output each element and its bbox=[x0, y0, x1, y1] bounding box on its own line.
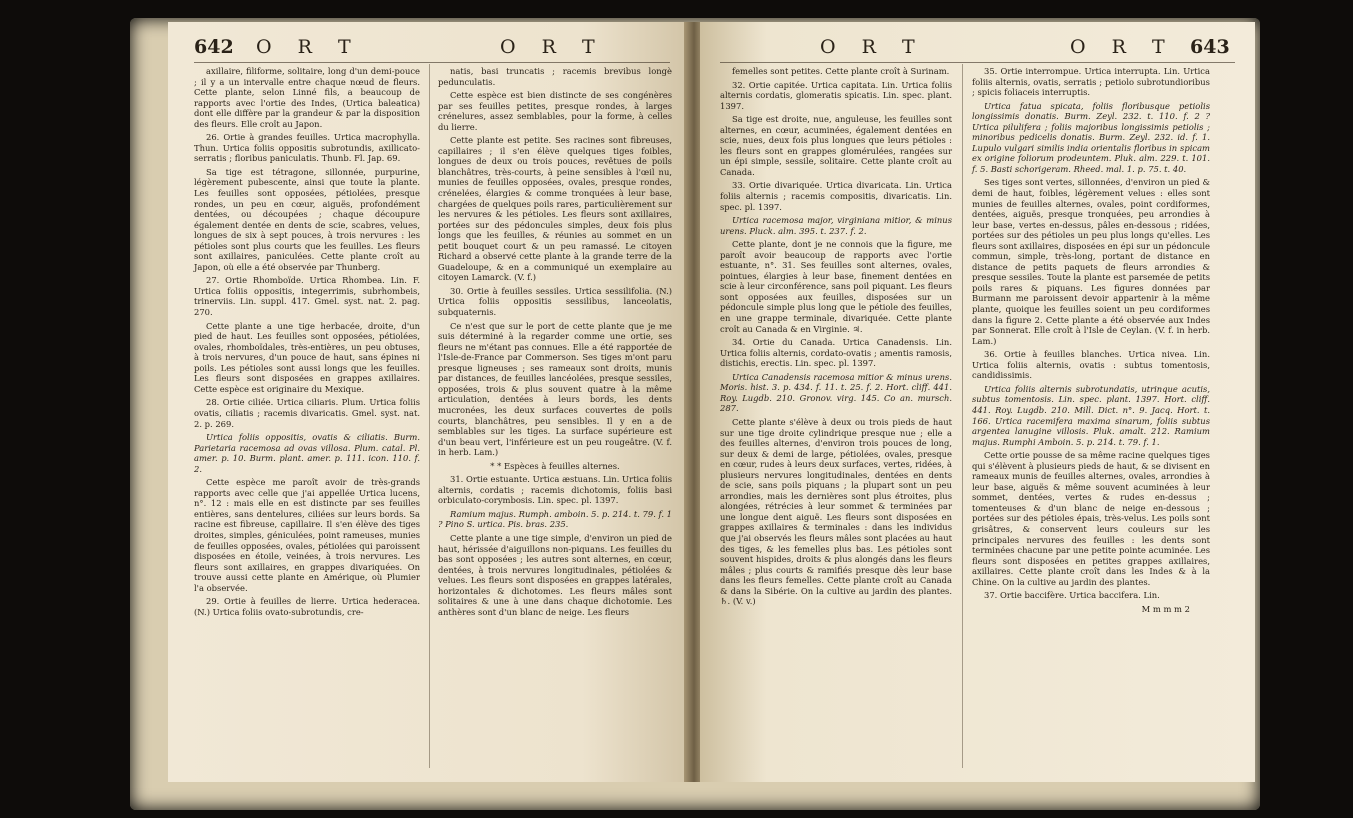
paragraph: Cette plante a une tige simple, d'environ un pied de haut, hérissée d'aiguillons non-piquans. Les feuilles du bas sont opposées ; les autres sont alternes, en cœur, dentées, à trois nervures longitudinales, pétiolées & velues. Les fleurs sont disposées en grappes latérales, horizontales & dichotomes. Les fleurs mâles sont solitaires & une à une dans chaque dichotomie. Les anthères sont d'un blanc de neige. Les fleurs bbox=[438, 532, 672, 617]
paragraph: Urtica foliis alternis subrotundatis, utrinque acutis, subtus tomentosis. Lin. spec. plant. 1397. Hort. cliff. 441. Roy. Lugdb. 210. Mill. Dict. n°. 9. Jacq. Hort. t. 166. Urtica racemifera maxima sinarum, foliis subtus argentea lanugine villosis. Pluk. amalt. 212. Ramium majus. Rumphi Amboin. 5. p. 214. t. 79. f. 1. bbox=[972, 383, 1210, 447]
left-column-2 bbox=[438, 66, 672, 620]
paragraph: 26. Ortie à grandes feuilles. Urtica macrophylla. Thun. Urtica foliis oppositis subrotundis, axillicato-serratis ; floribus paniculatis. Thunb. Fl. Jap. 69. bbox=[194, 132, 420, 164]
paragraph: 35. Ortie interrompue. Urtica interrupta. Lin. Urtica foliis alternis, ovatis, serratis ; petiolo subrotundioribus ; spicis foliaceis interruptis. bbox=[972, 66, 1210, 98]
left-column-1 bbox=[194, 66, 420, 620]
paragraph: 31. Ortie estuante. Urtica æstuans. Lin. Urtica foliis alternis, cordatis ; racemis dichotomis, foliis basi orbiculato-corymbosis. Lin. spec. pl. 1397. bbox=[438, 474, 672, 506]
paragraph: Ce n'est que sur le port de cette plante que je me suis déterminé à la regarder comme une ortie, ses fleurs ne m'étant pas connues. Elle a été rapportée de l'Isle-de-France par Commerson. Ses tiges m'ont paru presque ligneuses ; ses rameaux sont droits, munis par distances, de feuilles lancéolées, presque sessiles, opposées, trois & plus souvent quatre à la même articulation, dentées à leurs bords, les dents mucronées, les deux surfaces couvertes de poils courts, blanchâtres, peu sensibles. Il y en a de semblables sur les tiges. La surface supérieure est d'un beau vert, l'inférieure est un peu rougeâtre. (V. f. in herb. Lam.) bbox=[438, 320, 672, 458]
left-page-header bbox=[194, 36, 664, 62]
column-divider-left bbox=[429, 64, 430, 768]
header-rule-right bbox=[720, 62, 1235, 63]
signature-mark: M m m m 2 bbox=[1141, 603, 1190, 614]
paragraph: Cette plante s'élève à deux ou trois pieds de haut sur une tige droite cylindrique presque nue ; elle a des feuilles alternes, d'environ trois pouces de long, sur deux & demi de large, pétiolées, ovales, presque en cœur, rudes à leurs deux surfaces, vertes, ridées, à plusieurs nervures longitudinales, dentées en dents de scie, sans poils piquans ; la plupart sont un peu arrondies, mais les dernières sont plus étroites, plus alongées, rétrécies à leur sommet & terminées par une longue dent aiguë. Les fleurs sont disposées en grappes axillaires & terminales : dans les individus que j'ai observés les fleurs mâles sont placées au haut des tiges, & les femelles plus bas. Les pétioles sont souvent hispides, droits & plus alongés dans les fleurs mâles ; plus courts & ramifiés presque dès leur base dans les fleurs femelles. Cette plante croît au Canada & dans la Sibérie. On la cultive au jardin des plantes. ♄. (V. v.) bbox=[720, 416, 952, 607]
column-divider-right bbox=[962, 64, 963, 768]
paragraph: Cette plante a une tige herbacée, droite, d'un pied de haut. Les feuilles sont opposées, pétiolées, ovales, rhomboïdales, très-entières, un peu obtuses, à trois nervures, d'un pouce de haut, sans épines ni poils. Les pétioles sont aussi longs que les feuilles. Les fleurs sont disposées en grappes axillaires. Cette espèce est originaire du Mexique. bbox=[194, 320, 420, 394]
paragraph: Ramium majus. Rumph. amboin. 5. p. 214. t. 79. f. 1 ? Pino S. urtica. Pis. bras. 235. bbox=[438, 508, 672, 530]
page-number-right: 643 bbox=[1190, 36, 1230, 58]
right-page bbox=[700, 22, 1255, 782]
paragraph: 37. Ortie baccifère. Urtica baccifera. Lin. bbox=[984, 590, 1160, 601]
right-column-2 bbox=[972, 66, 1210, 617]
running-head-left-2: O R T bbox=[500, 36, 605, 58]
paragraph: Sa tige est tétragone, sillonnée, purpurine, légèrement pubescente, ainsi que toute la plante. Les feuilles sont opposées, pétiolées, presque rondes, un peu en cœur, aiguës, profondément dentées, ou découpées ; chaque découpure également dentée en dents de scie, scabres, velues, longues de six à sept pouces, à trois nervures : les pétioles sont plus courts que les feuilles. Les fleurs sont axillaires, paniculées. Cette plante croît au Japon, où elle a été observée par Thunberg. bbox=[194, 166, 420, 272]
right-column-1 bbox=[720, 66, 952, 610]
paragraph: 36. Ortie à feuilles blanches. Urtica nivea. Lin. Urtica foliis alternis, ovatis : subtus tomentosis, candidissimis. bbox=[972, 349, 1210, 381]
header-rule-left bbox=[194, 62, 670, 63]
paragraph: Sa tige est droite, nue, anguleuse, les feuilles sont alternes, en cœur, acuminées, également dentées en scie, nues, deux fois plus longues que leurs pétioles : les fleurs sont en grappes glomérulées, rangées sur un épi simple, sessile, solitaire. Cette plante croît au Canada. bbox=[720, 114, 952, 177]
paragraph: 30. Ortie à feuilles sessiles. Urtica sessilifolia. (N.) Urtica foliis oppositis sessilibus, lanceolatis, subquaternis. bbox=[438, 285, 672, 318]
paragraph: 34. Ortie du Canada. Urtica Canadensis. Lin. Urtica foliis alternis, cordato-ovatis ; amentis ramosis, distichis, erectis. Lin. spec. pl. 1397. bbox=[720, 337, 952, 369]
paragraph: Cette ortie pousse de sa même racine quelques tiges qui s'élèvent à plusieurs pieds de haut, & se divisent en rameaux munis de feuilles alternes, ovales, arrondies à leur base, aiguës & même souvent acuminées à leur sommet, dentées, vertes & rudes en-dessus ; tomenteuses & d'un blanc de neige en-dessous ; portées sur des pétioles épais, très-velus. Les poils sont grisâtres, & conservent leurs couleurs sur les principales nervures des feuilles : les dents sont terminées chacune par une petite pointe acuminée. Les fleurs sont disposées en petites grappes axillaires, axillaires. Cette plante croît dans les Indes & à la Chine. On la cultive au jardin des plantes. bbox=[972, 450, 1210, 587]
paragraph: Cette espèce est bien distincte de ses congénères par ses feuilles petites, presque rondes, à larges crénelures, assez semblables, pour la forme, à celles du lierre. bbox=[438, 90, 672, 132]
paragraph: Urtica foliis oppositis, ovatis & ciliatis. Burm. Parietaria racemosa ad ovas villosa. Plum. catal. Pl. amer. p. 10. Burm. plant. amer. p. 111. icon. 110. f. 2. bbox=[194, 432, 420, 474]
section-heading: * * Espèces à feuilles alternes. bbox=[490, 460, 620, 471]
paragraph: Cette espèce me paroît avoir de très-grands rapports avec celle que j'ai appellée Urtica lucens, n°. 12 : mais elle en est distincte par ses feuilles entières, sans dentelures, ciliées sur leurs bords. Sa racine est fibreuse, capillaire. Il s'en élève des tiges droites, simples, géniculées, point rameuses, munies de feuilles opposées, ovales, pétiolées qui paroissent disposées en étoile, veinées, à trois nervures. Les fleurs sont axillaires, en grappes divariquées. On trouve aussi cette plante en Amérique, où Plumier l'a observée. bbox=[194, 477, 420, 593]
paragraph: axillaire, filiforme, solitaire, long d'un demi-pouce ; il y a un intervalle entre chaque nœud de fleurs. Cette plante, selon Linné fils, a beaucoup de rapports avec l'ortie des Indes, (Urtica baleatica) dont elle diffère par la grandeur & par la disposition des fleurs. Elle croît au Japon. bbox=[194, 66, 420, 129]
paragraph: Cette plante est petite. Ses racines sont fibreuses, capillaires ; il s'en élève quelques tiges foibles, longues de deux ou trois pouces, revêtues de poils blanchâtres, très-courts, à peine sensibles à l'œil nu, munies de feuilles opposées, ovales, presque rondes, crénelées, élargies & comme tronquées à leur base, chargées de quelques poils rares, particulièrement sur les nervures & les pétioles. Les fleurs sont axillaires, portées sur des pédoncules simples, deux fois plus longs que les feuilles, & réunies au sommet en un petit bouquet court & un peu ramassé. Le citoyen Richard a observé cette plante à la grande terre de la Guadeloupe, & en a communiqué un exemplaire au citoyen Lamarck. (V. f.) bbox=[438, 135, 672, 283]
paragraph: Ses tiges sont vertes, sillonnées, d'environ un pied & demi de haut, foibles, légèrement velues : elles sont munies de feuilles alternes, ovales, point cordiformes, dentées, aiguës, presque tronquées, peu arrondies à leur base, vertes en-dessus, pâles en-dessous ; ridées, portées sur des pétioles un peu plus longs qu'elles. Les fleurs sont axillaires, disposées en épi sur un pédoncule commun, simple, très-long, portant de distance en distance de petits paquets de fleurs arrondies & presque sessiles. Toute la plante est parsemée de petits poils rares & piquans. Les figures données par Burmann me paroissent devoir appartenir à la même plante, quoique les feuilles soient un peu cordiformes dans la figure 2. Cette plante a été observée aux Indes par Sonnerat. Elle croît à l'Isle de Ceylan. (V. f. in herb. Lam.) bbox=[972, 177, 1210, 346]
left-page bbox=[168, 22, 686, 782]
paragraph: 29. Ortie à feuilles de lierre. Urtica hederacea. (N.) Urtica foliis ovato-subrotundis, cre- bbox=[194, 596, 420, 617]
running-head-right-2: O R T bbox=[1070, 36, 1175, 58]
paragraph: 32. Ortie capitée. Urtica capitata. Lin. Urtica foliis alternis cordatis, glomeratis spicatis. Lin. spec. plant. 1397. bbox=[720, 79, 952, 111]
running-head-right-1: O R T bbox=[820, 36, 925, 58]
paragraph: natis, basi truncatis ; racemis brevibus longè pedunculatis. bbox=[438, 66, 672, 87]
paragraph: 33. Ortie divariquée. Urtica divaricata. Lin. Urtica foliis alternis ; racemis compositis, divaricatis. Lin. spec. pl. 1397. bbox=[720, 180, 952, 212]
paragraph: 27. Ortie Rhomboïde. Urtica Rhombea. Lin. F. Urtica foliis oppositis, integerrimis, subrhombeis, trinerviis. Lin. suppl. 417. Gmel. syst. nat. 2. pag. 270. bbox=[194, 275, 420, 318]
paragraph: Urtica Canadensis racemosa mitior & minus urens. Moris. hist. 3. p. 434. f. 11. t. 25. f. 2. Hort. cliff. 441. Roy. Lugdb. 210. Gronov. virg. 145. Co an. mursch. 287. bbox=[720, 371, 952, 414]
paragraph: 28. Ortie ciliée. Urtica ciliaris. Plum. Urtica foliis ovatis, ciliatis ; racemis divaricatis. Gmel. syst. nat. 2. p. 269. bbox=[194, 397, 420, 429]
right-page-header bbox=[720, 36, 1240, 62]
paragraph: Urtica fatua spicata, foliis floribusque petiolis longissimis donatis. Burm. Zeyl. 232. t. 110. f. 2 ? Urtica pilulifera ; foliis majoribus longissimis petiolis ; minoribus pedicelis donatis. Burm. Zeyl. 232. id. f. 1. Lupulo vulgari similis india orientalis floribus in spicam ex origine foliorum prodeuntem. Pluk. alm. 229. t. 101. f. 5. Basti schorigeram. Rheed. mal. 1. p. 75. t. 40. bbox=[972, 100, 1210, 174]
paragraph: Urtica racemosa major, virginiana mitior, & minus urens. Pluck. alm. 395. t. 237. f. 2. bbox=[720, 215, 952, 236]
paragraph: femelles sont petites. Cette plante croît à Surinam. bbox=[732, 66, 950, 76]
running-head-left-1: O R T bbox=[256, 36, 361, 58]
page-number-left: 642 bbox=[194, 36, 234, 58]
paragraph: Cette plante, dont je ne connois que la figure, me paroît avoir beaucoup de rapports avec l'ortie estuante, n°. 31. Ses feuilles sont alternes, ovales, pointues, élargies à leur base, finement dentées en scie à leur circonférence, sans poil piquant. Les fleurs sont opposées aux feuilles, disposées sur un pédoncule simple plus long que le pétiole des feuilles, en une grappe terminale, divariquée. Cette plante croît au Canada & en Virginie. ♃. bbox=[720, 239, 952, 334]
